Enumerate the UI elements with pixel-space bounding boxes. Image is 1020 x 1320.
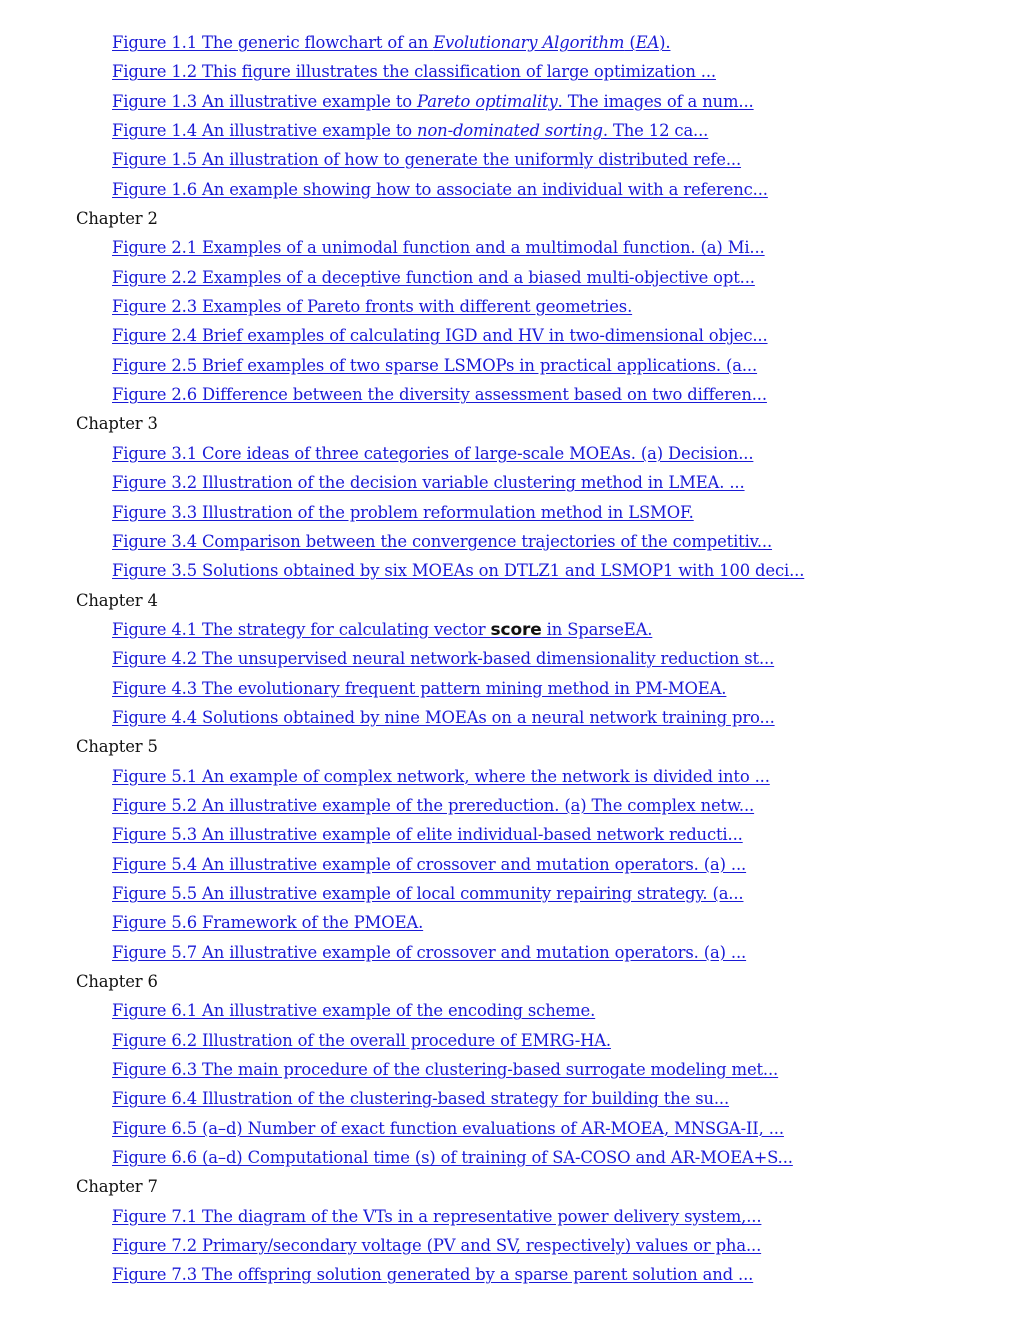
link-text: in SparseEA. — [541, 619, 653, 639]
figure-link[interactable] — [112, 649, 774, 668]
figure-list-item — [76, 353, 996, 382]
code-term: score — [490, 619, 542, 640]
chapter-heading: Chapter 2 — [76, 209, 158, 229]
link-text: Figure 5.4 An illustrative example of crossover and mutation operators. (a) ... — [112, 854, 747, 874]
chapter-heading: Chapter 4 — [76, 590, 158, 610]
figure-link[interactable] — [112, 33, 670, 52]
figure-list-item — [76, 646, 996, 675]
figure-list-item — [76, 705, 996, 734]
link-text: Figure 5.2 An illustrative example of the prereduction. (a) The complex netw... — [112, 795, 755, 815]
figure-link[interactable] — [112, 1265, 753, 1284]
figure-list-item — [76, 617, 996, 646]
figure-list-item — [76, 940, 996, 969]
link-text: Figure 4.3 The evolutionary frequent pattern mining method in PM-MOEA. — [112, 678, 727, 698]
figure-list-item — [76, 382, 996, 411]
figure-list-item — [76, 998, 996, 1027]
figure-list-item — [76, 910, 996, 939]
figure-link[interactable] — [112, 855, 746, 874]
figure-list-item — [76, 1145, 996, 1174]
figure-list-item — [76, 89, 996, 118]
link-text: Figure 7.2 Primary/secondary voltage (PV and SV, respectively) values or pha... — [112, 1236, 762, 1256]
italic-term: Evolutionary Algorithm — [433, 33, 625, 52]
figure-list-item — [76, 793, 996, 822]
link-text: ). — [659, 33, 671, 52]
link-text: Figure 6.2 Illustration of the overall procedure of EMRG-HA. — [112, 1030, 611, 1050]
link-text: Figure 5.3 An illustrative example of elite individual-based network reducti... — [112, 825, 743, 845]
link-text: Figure 3.5 Solutions obtained by six MOEAs on DTLZ1 and LSMOP1 with 100 deci... — [112, 561, 805, 581]
figure-list-item — [76, 1204, 996, 1233]
link-text: Figure 1.3 An illustrative example to — [112, 91, 418, 111]
link-text: Figure 6.4 Illustration of the clustering-based strategy for building the su... — [112, 1089, 730, 1109]
figure-link[interactable] — [112, 708, 775, 727]
link-text: Figure 6.5 (a–d) Number of exact function evaluations of AR-MOEA, MNSGA-II, ... — [112, 1118, 784, 1138]
link-text: Figure 4.1 The strategy for calculating vector — [112, 619, 491, 639]
link-text: Figure 2.2 Examples of a deceptive function and a biased multi-objective opt... — [112, 267, 755, 287]
figure-link[interactable] — [112, 913, 423, 932]
figure-link[interactable] — [112, 884, 744, 903]
figure-list-item — [76, 441, 996, 470]
figure-list-item — [76, 881, 996, 910]
chapter-heading: Chapter 5 — [76, 737, 158, 757]
link-text: Figure 1.4 An illustrative example to — [112, 121, 418, 141]
link-text: . The images of a num... — [557, 91, 754, 111]
figure-link[interactable] — [112, 444, 753, 463]
list-of-figures — [76, 30, 996, 1292]
figure-list-item — [76, 529, 996, 558]
figure-list-item — [76, 1057, 996, 1086]
link-text: Figure 6.3 The main procedure of the clustering-based surrogate modeling met... — [112, 1060, 779, 1080]
figure-link[interactable] — [112, 1031, 611, 1050]
figure-list-item — [76, 1233, 996, 1262]
figure-link[interactable] — [112, 385, 767, 404]
figure-list-item — [76, 59, 996, 88]
link-text: Figure 3.1 Core ideas of three categories of large-scale MOEAs. (a) Decision... — [112, 443, 754, 463]
link-text: Figure 2.5 Brief examples of two sparse LSMOPs in practical applications. (a... — [112, 355, 758, 375]
figure-list-item — [76, 822, 996, 851]
link-text: Figure 6.1 An illustrative example of the encoding scheme. — [112, 1001, 596, 1021]
figure-link[interactable] — [112, 561, 804, 580]
figure-link[interactable] — [112, 473, 745, 492]
link-text: . The 12 ca... — [602, 121, 709, 141]
figure-link[interactable] — [112, 62, 716, 81]
figure-link[interactable] — [112, 180, 768, 199]
link-text: Figure 2.4 Brief examples of calculating IGD and HV in two-dimensional objec... — [112, 326, 768, 346]
figure-list-item — [76, 323, 996, 352]
figure-link[interactable] — [112, 268, 755, 287]
italic-term: non-dominated sorting — [417, 121, 603, 141]
figure-link[interactable] — [112, 1089, 729, 1108]
figure-list-item — [76, 177, 996, 206]
link-text: Figure 4.2 The unsupervised neural network-based dimensionality reduction st... — [112, 649, 775, 669]
link-text: Figure 1.2 This figure illustrates the classification of large optimization ... — [112, 62, 716, 82]
link-text: Figure 7.3 The offspring solution generated by a sparse parent solution and ... — [112, 1265, 754, 1285]
link-text: Figure 6.6 (a–d) Computational time (s) of training of SA-COSO and AR-MOEA+S... — [112, 1148, 793, 1168]
figure-link[interactable] — [112, 1207, 761, 1226]
chapter-heading: Chapter 3 — [76, 414, 158, 434]
link-text: Figure 1.1 The generic flowchart of an — [112, 33, 434, 52]
link-text: Figure 5.6 Framework of the PMOEA. — [112, 913, 424, 933]
link-text: Figure 5.1 An example of complex network, where the network is divided into ... — [112, 766, 770, 786]
figure-link[interactable] — [112, 1060, 778, 1079]
figure-link[interactable] — [112, 92, 754, 111]
figure-list-item — [76, 764, 996, 793]
figure-link[interactable] — [112, 503, 694, 522]
figure-link[interactable] — [112, 620, 652, 639]
link-text: Figure 5.7 An illustrative example of crossover and mutation operators. (a) ... — [112, 942, 747, 962]
figure-link[interactable] — [112, 1119, 784, 1138]
figure-list-item — [76, 558, 996, 587]
figure-list-item — [76, 1028, 996, 1057]
figure-link[interactable] — [112, 326, 768, 345]
figure-link[interactable] — [112, 796, 754, 815]
link-text: Figure 2.6 Difference between the diversity assessment based on two differen... — [112, 385, 767, 405]
link-text: Figure 5.5 An illustrative example of local community repairing strategy. (a... — [112, 883, 744, 903]
figure-list-item — [76, 147, 996, 176]
link-text: ( — [624, 33, 636, 52]
figure-list-item — [76, 235, 996, 264]
link-text: Figure 1.5 An illustration of how to generate the uniformly distributed refe... — [112, 150, 742, 170]
italic-term: Pareto optimality — [417, 91, 558, 111]
figure-list-item — [76, 852, 996, 881]
chapter-heading: Chapter 7 — [76, 1177, 158, 1197]
link-text: Figure 7.1 The diagram of the VTs in a representative power delivery system,... — [112, 1206, 762, 1226]
figure-link[interactable] — [112, 825, 743, 844]
figure-list-item — [76, 118, 996, 147]
figure-link[interactable] — [112, 767, 770, 786]
figure-link[interactable] — [112, 943, 746, 962]
figure-link[interactable] — [112, 356, 757, 375]
figure-link[interactable] — [112, 1236, 761, 1255]
figure-link[interactable] — [112, 1148, 793, 1167]
figure-list-item — [76, 30, 996, 59]
figure-link[interactable] — [112, 150, 741, 169]
figure-list-item — [76, 676, 996, 705]
italic-term: EA — [635, 33, 660, 52]
figure-link[interactable] — [112, 532, 772, 551]
figure-link[interactable] — [112, 121, 708, 140]
figure-list-item — [76, 265, 996, 294]
chapter-heading: Chapter 6 — [76, 972, 158, 991]
figure-list-item — [76, 1086, 996, 1115]
link-text: Figure 3.2 Illustration of the decision variable clustering method in LMEA. ... — [112, 473, 745, 493]
link-text: Figure 3.3 Illustration of the problem reformulation method in LSMOF. — [112, 502, 694, 522]
figure-link[interactable] — [112, 238, 765, 257]
link-text: Figure 1.6 An example showing how to associate an individual with a referenc... — [112, 179, 768, 199]
figure-list-item — [76, 470, 996, 499]
figure-link[interactable] — [112, 297, 632, 316]
figure-list-item — [76, 294, 996, 323]
link-text: Figure 2.3 Examples of Pareto fronts with different geometries. — [112, 297, 633, 317]
figure-list-item — [76, 1116, 996, 1145]
figure-list-item — [76, 500, 996, 529]
figure-list-item — [76, 1262, 996, 1291]
link-text: Figure 2.1 Examples of a unimodal function and a multimodal function. (a) Mi... — [112, 238, 765, 258]
figure-link[interactable] — [112, 679, 726, 698]
figure-link[interactable] — [112, 1001, 595, 1020]
link-text: Figure 3.4 Comparison between the convergence trajectories of the competitiv... — [112, 531, 773, 551]
link-text: Figure 4.4 Solutions obtained by nine MOEAs on a neural network training pro... — [112, 707, 775, 727]
